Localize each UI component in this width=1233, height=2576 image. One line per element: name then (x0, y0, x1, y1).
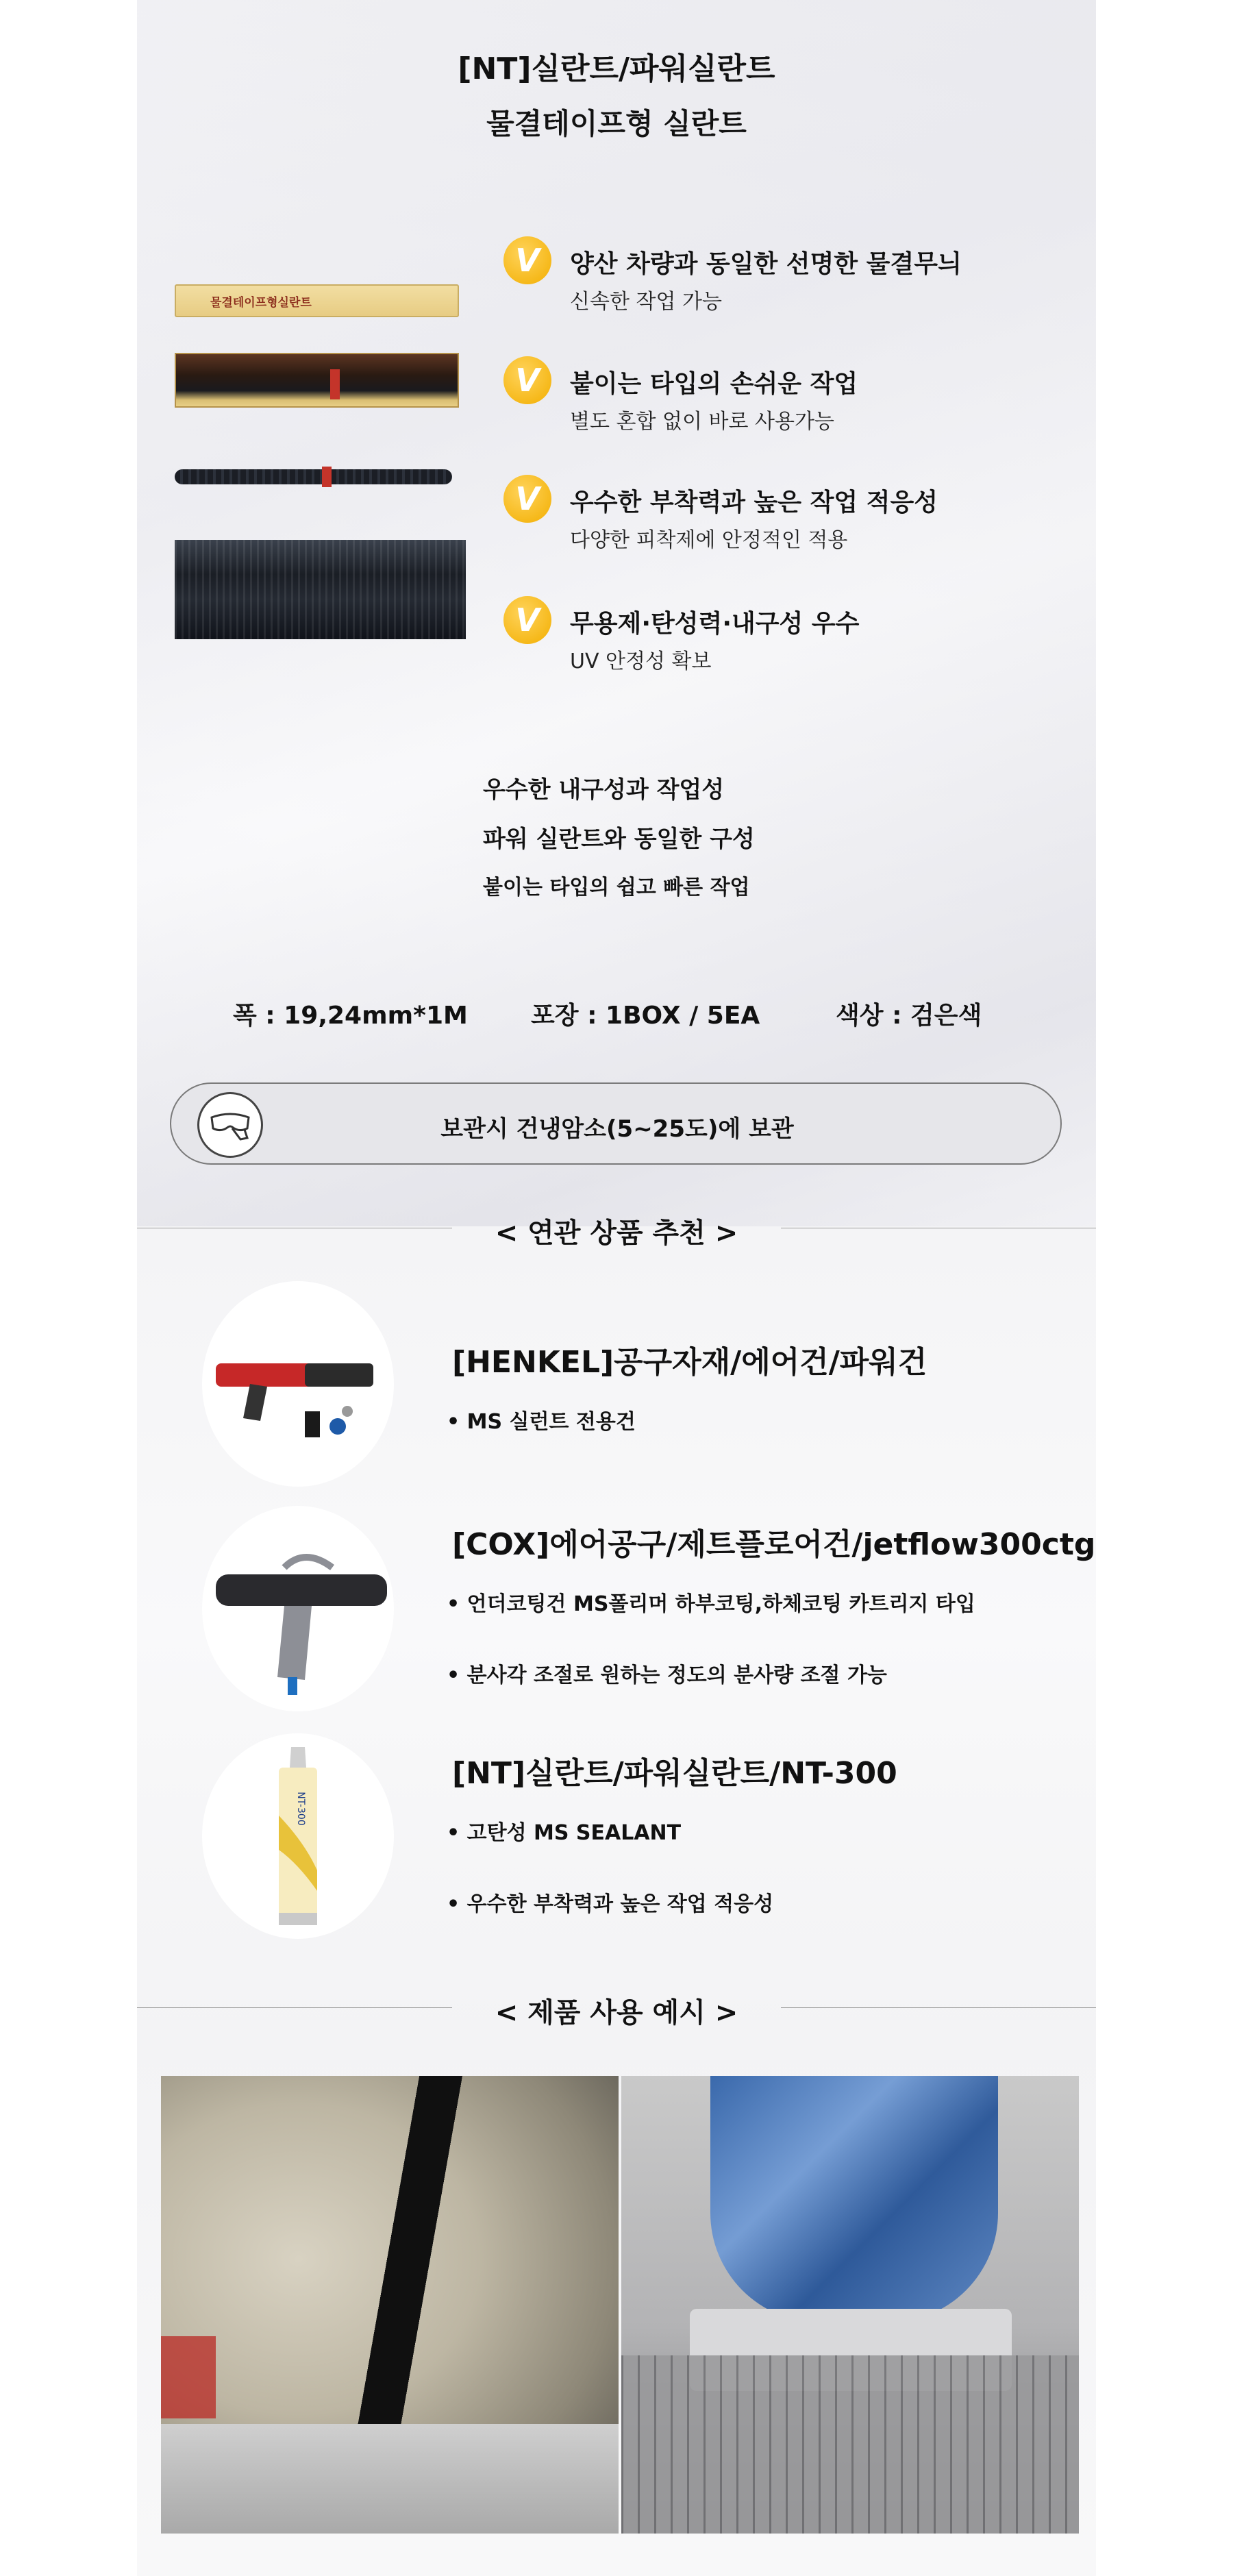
product-subtitle: 물결테이프형 실란트 (486, 107, 747, 140)
spec-width: 폭 : 19,24mm*1M (233, 1002, 468, 1030)
product-thumbnail[interactable] (202, 1281, 394, 1487)
storage-text: 보관시 건냉암소(5~25도)에 보관 (440, 1115, 794, 1143)
section-title: < 연관 상품 추천 > (495, 1217, 738, 1249)
storage-notice (170, 1082, 1062, 1165)
feature-sub: UV 안정성 확보 (570, 649, 712, 673)
related-product-name[interactable]: [NT]실란트/파워실란트/NT-300 (452, 1756, 897, 1791)
highlight-line: 파워 실란트와 동일한 구성 (483, 826, 755, 853)
spec-package: 포장 : 1BOX / 5EA (531, 1002, 760, 1030)
usage-photo-vehicle-underbody (621, 2076, 1079, 2534)
related-products-heading (137, 1207, 1096, 1248)
feature-sub: 신속한 작업 가능 (570, 290, 722, 314)
tape-roll-image (175, 469, 452, 484)
red-cloth (161, 2336, 216, 2418)
air-gun-icon (202, 1506, 394, 1711)
feature-title: 붙이는 타입의 손쉬운 작업 (570, 370, 858, 398)
spec-color: 색상 : 검은색 (836, 1002, 982, 1030)
red-strap (330, 369, 340, 399)
check-icon: V (503, 475, 551, 523)
related-product-bullet: • 언더코팅건 MS폴리머 하부코팅,하체코팅 카트리지 타입 (447, 1592, 975, 1616)
caulking-gun-icon (202, 1281, 394, 1487)
floor (161, 2424, 619, 2534)
product-detail-page (137, 0, 1096, 2576)
related-product-bullet: • 우수한 부착력과 높은 작업 적응성 (447, 1892, 774, 1916)
highlight-line: 붙이는 타입의 쉽고 빠른 작업 (483, 876, 750, 900)
related-product-bullet: • 분사각 조절로 원하는 정도의 분사량 조절 가능 (447, 1663, 887, 1687)
sealant-tube-icon (202, 1733, 394, 1939)
related-product-bullet: • 고탄성 MS SEALANT (447, 1821, 682, 1845)
check-icon: V (503, 356, 551, 404)
tape-closeup-image (175, 540, 466, 639)
open-box-image (175, 353, 459, 408)
red-strap (322, 467, 332, 487)
check-icon: V (503, 596, 551, 644)
usage-photo-door-frame (161, 2076, 619, 2534)
related-product-name[interactable]: [COX]에어공구/제트플로어건/jetflow300ctg (452, 1527, 1096, 1562)
feature-item (503, 236, 1065, 325)
usage-photos (161, 2076, 1079, 2534)
product-thumbnail[interactable] (202, 1733, 394, 1939)
highlight-line: 우수한 내구성과 작업성 (483, 776, 725, 804)
feature-sub: 다양한 피착제에 안정적인 적용 (570, 528, 848, 552)
box-label: 물결테이프형실란트 (210, 295, 312, 310)
related-product-bullet: • MS 실런트 전용건 (447, 1410, 636, 1434)
product-box-image (175, 284, 459, 317)
feature-title: 우수한 부착력과 높은 작업 적응성 (570, 488, 938, 517)
product-thumbnail[interactable] (202, 1506, 394, 1711)
section-title: < 제품 사용 예시 > (495, 1997, 738, 2029)
masking-plastic (710, 2076, 998, 2323)
feature-item (503, 356, 1065, 445)
product-title: [NT]실란트/파워실란트 (458, 51, 775, 86)
svg-text:NT-300: NT-300 (295, 1792, 306, 1826)
feature-sub: 별도 혼합 없이 바로 사용가능 (570, 410, 834, 434)
feature-title: 양산 차량과 동일한 선명한 물결무늬 (570, 250, 962, 278)
related-product-name[interactable]: [HENKEL]공구자재/에어건/파워건 (452, 1345, 927, 1380)
check-icon: V (503, 236, 551, 284)
floor-grate (621, 2355, 1079, 2534)
feature-title: 무용제·탄성력·내구성 우수 (570, 610, 860, 638)
feature-item (503, 596, 1065, 685)
feature-item (503, 475, 1065, 564)
divider (781, 2007, 1096, 2008)
usage-examples-heading (137, 1987, 1096, 2028)
